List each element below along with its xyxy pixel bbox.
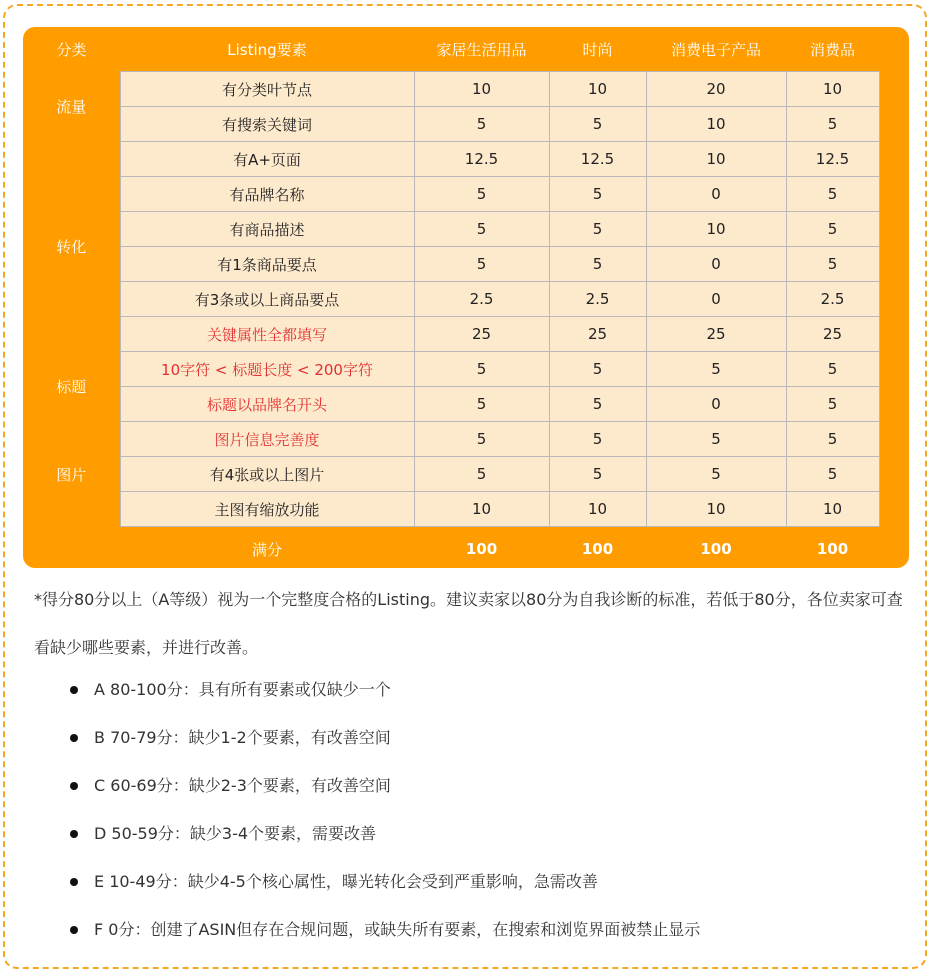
element-cell: 有1条商品要点: [120, 247, 414, 282]
value-cell: 10: [646, 107, 786, 142]
scoring-table: [23, 27, 909, 568]
value-cell: 10: [414, 492, 549, 527]
value-cell: 5: [414, 177, 549, 212]
table-row: [23, 72, 909, 107]
list-item: [70, 810, 700, 858]
total-value: 100: [581, 540, 614, 558]
total-row: [23, 527, 909, 569]
header-category: 分类: [56, 40, 87, 59]
value-cell: 5: [549, 177, 646, 212]
value-cell: 10: [414, 72, 549, 107]
value-cell: 5: [414, 107, 549, 142]
value-cell: 5: [549, 212, 646, 247]
element-cell: 有品牌名称: [120, 177, 414, 212]
value-cell: 5: [786, 107, 879, 142]
grade-text: A 80-100分：具有所有要素或仅缺少一个: [94, 680, 391, 699]
value-cell: 20: [646, 72, 786, 107]
element-cell: 有分类叶节点: [120, 72, 414, 107]
value-cell: 5: [414, 352, 549, 387]
value-cell: 5: [786, 457, 879, 492]
value-cell: 5: [414, 247, 549, 282]
table-row: [23, 247, 909, 282]
header-home: 家居生活用品: [436, 40, 527, 59]
value-cell: 25: [549, 317, 646, 352]
table-row: [23, 317, 909, 352]
table-row: [23, 282, 909, 317]
category-title: 标题: [23, 352, 120, 422]
total-value: 100: [465, 540, 498, 558]
grade-text: B 70-79分：缺少1-2个要素，有改善空间: [94, 728, 391, 747]
bullet-icon: [70, 734, 78, 742]
value-cell: 5: [414, 457, 549, 492]
value-cell: 5: [549, 422, 646, 457]
value-cell: 5: [414, 387, 549, 422]
value-cell: 5: [549, 387, 646, 422]
value-cell: 5: [549, 107, 646, 142]
grade-list: [70, 666, 700, 954]
value-cell: 10: [549, 492, 646, 527]
total-label: 满分: [251, 540, 282, 559]
value-cell: 0: [646, 387, 786, 422]
table-row: [23, 387, 909, 422]
value-cell: 5: [786, 352, 879, 387]
list-item: [70, 858, 700, 906]
value-cell: 5: [786, 247, 879, 282]
bullet-icon: [70, 830, 78, 838]
list-item: [70, 906, 700, 954]
value-cell: 25: [646, 317, 786, 352]
value-cell: 5: [549, 352, 646, 387]
grade-text: C 60-69分：缺少2-3个要素，有改善空间: [94, 776, 391, 795]
table-row: [23, 107, 909, 142]
value-cell: 2.5: [414, 282, 549, 317]
category-traffic: 流量: [23, 72, 120, 142]
header-electronics: 消费电子产品: [670, 40, 761, 59]
value-cell: 12.5: [786, 142, 879, 177]
value-cell: 5: [414, 422, 549, 457]
element-cell: 有4张或以上图片: [120, 457, 414, 492]
table-row: [23, 422, 909, 457]
table-row: [23, 177, 909, 212]
table-row: [23, 212, 909, 247]
value-cell: 0: [646, 177, 786, 212]
value-cell: 5: [786, 212, 879, 247]
bullet-icon: [70, 686, 78, 694]
header-fashion: 时尚: [582, 40, 613, 59]
value-cell: 12.5: [549, 142, 646, 177]
value-cell: 5: [549, 247, 646, 282]
value-cell: 5: [646, 457, 786, 492]
value-cell: 25: [786, 317, 879, 352]
element-cell: 主图有缩放功能: [120, 492, 414, 527]
scoring-table-box: [23, 27, 909, 568]
element-cell-highlighted: 关键属性全都填写: [120, 317, 414, 352]
total-value: 100: [816, 540, 849, 558]
element-cell: 有商品描述: [120, 212, 414, 247]
value-cell: 2.5: [549, 282, 646, 317]
table-row: [23, 142, 909, 177]
list-item: [70, 666, 700, 714]
value-cell: 10: [549, 72, 646, 107]
value-cell: 10: [786, 72, 879, 107]
list-item: [70, 762, 700, 810]
grade-text: F 0分：创建了ASIN但存在合规问题，或缺失所有要素，在搜索和浏览界面被禁止显示: [94, 920, 701, 939]
header-consumables: 消费品: [809, 40, 855, 59]
table-header-row: [23, 27, 909, 72]
element-cell: 有搜索关键词: [120, 107, 414, 142]
category-images: 图片: [23, 422, 120, 527]
grade-text: D 50-59分：缺少3-4个要素，需要改善: [94, 824, 377, 843]
value-cell: 10: [646, 212, 786, 247]
header-spacer: [879, 27, 909, 72]
element-cell-highlighted: 标题以品牌名开头: [120, 387, 414, 422]
score-note: *得分80分以上（A等级）视为一个完整度合格的Listing。建议卖家以80分为自我诊断的标准，若低于80分，各位卖家可查看缺少哪些要素，并进行改善。: [34, 590, 903, 657]
value-cell: 5: [646, 352, 786, 387]
value-cell: 10: [646, 492, 786, 527]
table-row: [23, 492, 909, 527]
value-cell: 2.5: [786, 282, 879, 317]
value-cell: 10: [646, 142, 786, 177]
element-cell-highlighted: 10字符 < 标题长度 < 200字符: [120, 352, 414, 387]
value-cell: 5: [646, 422, 786, 457]
grade-text: E 10-49分：缺少4-5个核心属性，曝光转化会受到严重影响，急需改善: [94, 872, 598, 891]
value-cell: 25: [414, 317, 549, 352]
bullet-icon: [70, 926, 78, 934]
value-cell: 0: [646, 247, 786, 282]
bullet-icon: [70, 878, 78, 886]
bullet-icon: [70, 782, 78, 790]
table-row: [23, 352, 909, 387]
value-cell: 10: [786, 492, 879, 527]
value-cell: 5: [786, 422, 879, 457]
value-cell: 5: [786, 177, 879, 212]
value-cell: 5: [786, 387, 879, 422]
value-cell: 5: [549, 457, 646, 492]
value-cell: 0: [646, 282, 786, 317]
header-element: Listing要素: [227, 40, 307, 59]
list-item: [70, 714, 700, 762]
element-cell-highlighted: 图片信息完善度: [120, 422, 414, 457]
value-cell: 5: [414, 212, 549, 247]
table-row: [23, 457, 909, 492]
category-conversion: 转化: [23, 142, 120, 352]
value-cell: 12.5: [414, 142, 549, 177]
element-cell: 有A+页面: [120, 142, 414, 177]
element-cell: 有3条或以上商品要点: [120, 282, 414, 317]
total-value: 100: [700, 540, 732, 558]
